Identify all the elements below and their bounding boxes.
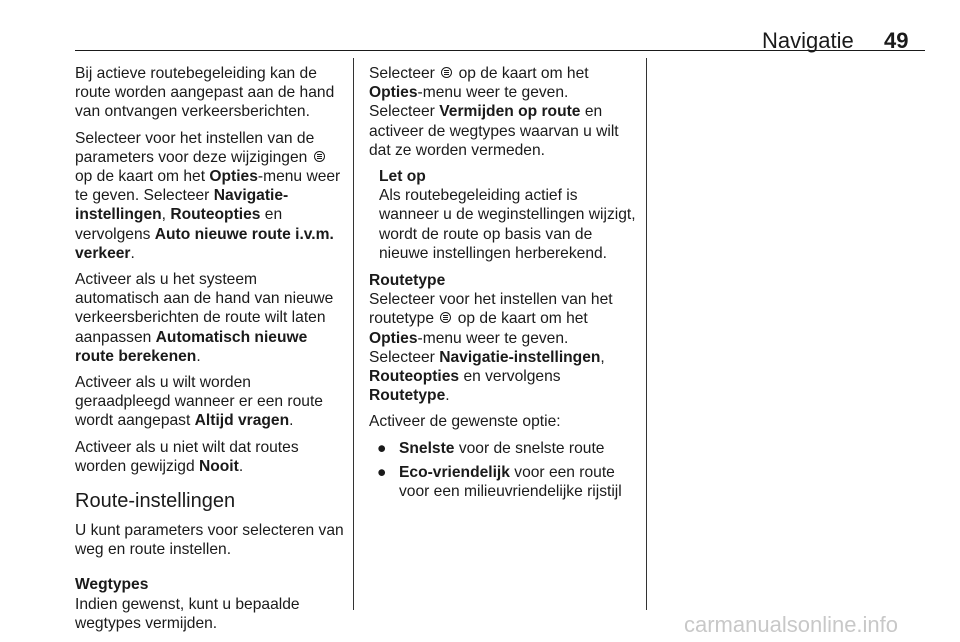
bullet-icon: ● [377, 463, 387, 481]
header-rule [75, 50, 925, 51]
note-box [379, 167, 637, 263]
paragraph-parameters: Selecteer voor het instellen van de parameters voor deze wijzigingen op de kaart om het Opties-menu weer te geven. Selecteer Navigatie-instellingen, Routeopties en vervolgens Auto nieuwe route i.v.m. verkeer. [75, 129, 341, 262]
options-menu-icon [440, 312, 451, 323]
note-text: Als routebegeleiding actief is wanneer u de weginstellingen wijzigt, wordt de route op basis van de nieuwe instellingen herberekend. [379, 187, 636, 262]
note-heading: Let op [379, 168, 426, 186]
header-title: Navigatie [762, 28, 854, 53]
watermark: carmanualsonline.info [684, 612, 899, 637]
paragraph-never: Activeer als u niet wilt dat routes worden gewijzigd Nooit. [75, 438, 299, 475]
column-divider-2 [646, 58, 647, 610]
paragraph-avoid: Selecteer op de kaart om het Opties-menu weer te geven. Selecteer Vermijden op route en activeer de wegtypes waarvan u wilt dat ze worden vermeden. [369, 65, 619, 159]
section-heading: Route-instellingen [75, 490, 236, 513]
list-item: ● Eco-vriendelijk voor een route voor een milieuvriendelijke rijstijl [377, 463, 622, 501]
column-divider-1 [353, 58, 354, 610]
paragraph-road-types: Indien gewenst, kunt u bepaalde wegtypes vermijden. [75, 595, 300, 632]
page-number: 49 [884, 28, 909, 53]
paragraph-route-type: Selecteer voor het instellen van het routetype op de kaart om het Opties-menu weer te geven. Selecteer Navigatie-instellingen, Routeopties en vervolgens Routetype. [369, 291, 613, 405]
paragraph-always-ask: Activeer als u wilt worden geraadpleegd wanneer er een route wordt aangepast Altijd vragen. [75, 374, 323, 430]
paragraph-route-settings: U kunt parameters voor selecteren van weg en route instellen. [75, 522, 344, 559]
column-1 [75, 64, 345, 640]
options-menu-icon [314, 151, 325, 162]
paragraph-automatic: Activeer als u het systeem automatisch aan de hand van nieuwe verkeersberichten de route wilt laten aanpassen Automatisch nieuwe route berekenen. [75, 271, 334, 365]
paragraph-choose-option: Activeer de gewenste optie: [369, 413, 561, 431]
subheading-route-type: Routetype [369, 272, 446, 290]
bullet-icon: ● [377, 439, 387, 457]
list-item: ● Snelste voor de snelste route [377, 439, 605, 457]
option-list [369, 439, 637, 502]
paragraph-intro: Bij actieve routebegeleiding kan de route worden aangepast aan de hand van ontvangen verkeersberichten. [75, 65, 335, 121]
options-menu-icon [441, 67, 452, 78]
column-2 [369, 64, 637, 506]
subheading-road-types: Wegtypes [75, 576, 149, 594]
